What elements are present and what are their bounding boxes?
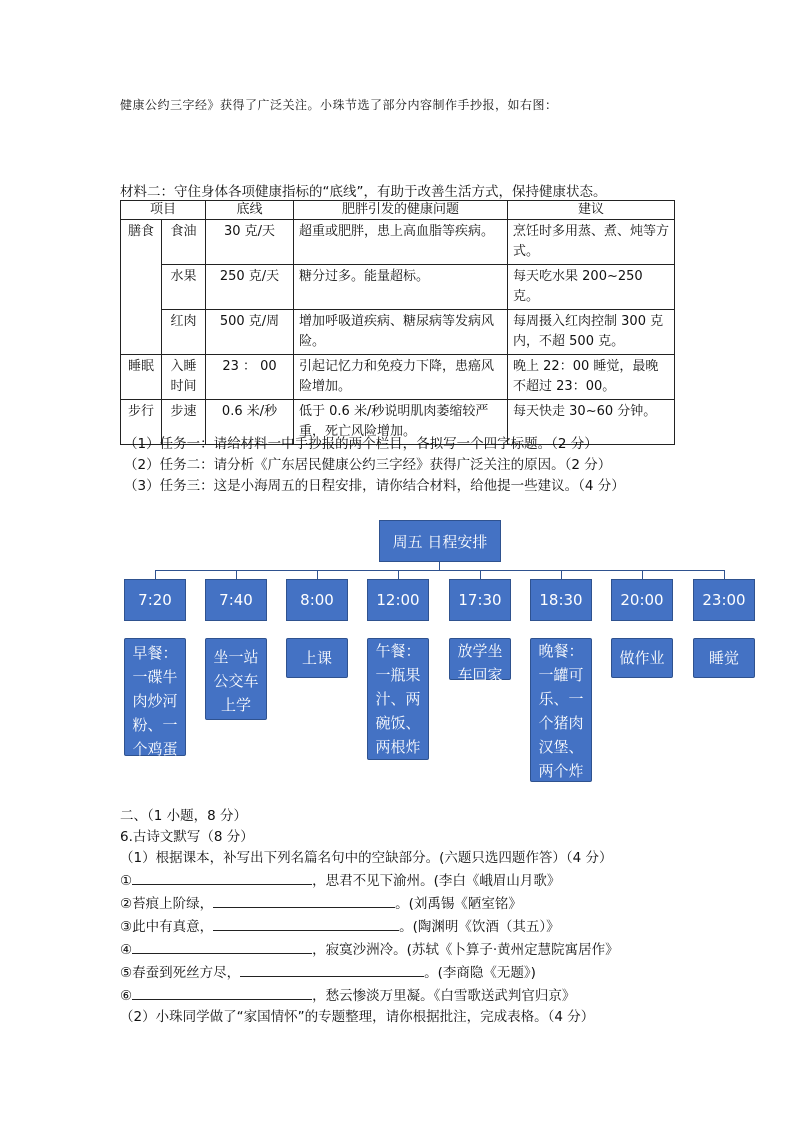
section-heading: 二、（1 小题，8 分） <box>120 808 248 824</box>
connector-drop <box>561 570 562 579</box>
connector-drop <box>724 570 725 579</box>
sub-question-two: （2）小珠同学做了“家国情怀”的专题整理，请你根据批注，完成表格。（4 分） <box>120 1009 595 1025</box>
activity-box: 坐一站公交车上学 <box>205 638 267 720</box>
health-table <box>120 200 675 445</box>
time-box: 7:20 <box>124 579 186 621</box>
connector-drop <box>317 570 318 579</box>
table-row <box>121 265 675 310</box>
blank-field[interactable] <box>132 984 312 1000</box>
schedule-title-box: 周五 日程安排 <box>379 520 501 562</box>
table-row <box>121 355 675 400</box>
table-row <box>121 310 675 355</box>
header-item: 项目 <box>121 201 206 220</box>
item-cell: 水果 <box>162 265 206 310</box>
header-advice: 建议 <box>508 201 675 220</box>
section-two <box>120 806 619 1028</box>
limit-cell: 23 ： 00 <box>206 355 294 400</box>
item-cell: 入睡时间 <box>162 355 206 400</box>
advice-cell: 晚上 22：00 睡觉，最晚不超过 23：00。 <box>508 355 675 400</box>
limit-cell: 250 克/天 <box>206 265 294 310</box>
blank-field[interactable] <box>132 869 312 885</box>
limit-cell: 30 克/天 <box>206 220 294 265</box>
activity-box: 午餐：一瓶果汁、两碗饭、两根炸排骨 <box>367 638 429 760</box>
header-limit: 底线 <box>206 201 294 220</box>
blank-field[interactable] <box>240 961 424 977</box>
item-cell: 红肉 <box>162 310 206 355</box>
limit-cell: 500 克/周 <box>206 310 294 355</box>
sub-question-one: （1）根据课本，补写出下列名篇名句中的空缺部分。(六题只选四题作答）（4 分） <box>120 850 613 866</box>
recite-line-3: ③此中有真意， 。(陶渊明《饮酒（其五）》 <box>120 915 619 938</box>
recite-line-4: ④ ，寂寞沙洲冷。(苏轼《卜算子·黄州定慧院寓居作》 <box>120 938 619 961</box>
limit-cell: 0.6 米/秒 <box>206 400 294 445</box>
category-walk: 步行 <box>121 400 162 445</box>
activity-box: 放学坐车回家 <box>449 638 511 680</box>
connector-drop <box>642 570 643 579</box>
blank-field[interactable] <box>213 915 399 931</box>
advice-cell: 每天快走 30~60 分钟。 <box>508 400 675 445</box>
time-box: 12:00 <box>367 579 429 621</box>
time-box: 8:00 <box>286 579 348 621</box>
advice-cell: 烹饪时多用蒸、煮、炖等方式。 <box>508 220 675 265</box>
item-cell: 步速 <box>162 400 206 445</box>
connector-drop <box>155 570 156 579</box>
problem-cell: 增加呼吸道疾病、糖尿病等发病风险。 <box>294 310 508 355</box>
question-six: 6.古诗文默写（8 分） <box>120 829 254 845</box>
connector-drop <box>398 570 399 579</box>
blank-field[interactable] <box>132 938 312 954</box>
recite-line-2: ②苔痕上阶绿， 。(刘禹锡《陋室铭》 <box>120 892 619 915</box>
recite-line-5: ⑤春蚕到死丝方尽， 。(李商隐《无题》) <box>120 961 619 984</box>
activity-box: 晚餐：一罐可乐、一个猪肉汉堡、两个炸鸡腿 <box>530 638 592 782</box>
table-header-row <box>121 201 675 220</box>
table-row <box>121 220 675 265</box>
recite-line-1: ① ，思君不见下渝州。(李白《峨眉山月歌》 <box>120 869 619 892</box>
item-cell: 食油 <box>162 220 206 265</box>
header-problem: 肥胖引发的健康问题 <box>294 201 508 220</box>
blank-field[interactable] <box>213 892 395 908</box>
task-list <box>124 434 625 497</box>
category-diet: 膳食 <box>121 220 162 355</box>
time-box: 17:30 <box>449 579 511 621</box>
category-sleep: 睡眠 <box>121 355 162 400</box>
problem-cell: 超重或肥胖，患上高血脂等疾病。 <box>294 220 508 265</box>
task-three: （3）任务三：这是小海周五的日程安排，请你结合材料，给他提一些建议。（4 分） <box>124 478 625 494</box>
material-two-heading: 材料二：守住身体各项健康指标的“底线”，有助于改善生活方式，保持健康状态。 <box>120 184 607 200</box>
problem-cell: 引起记忆力和免疫力下降，患癌风险增加。 <box>294 355 508 400</box>
time-box: 18:30 <box>530 579 592 621</box>
advice-cell: 每天吃水果 200~250 克。 <box>508 265 675 310</box>
connector-drop <box>236 570 237 579</box>
time-box: 23:00 <box>693 579 755 621</box>
problem-cell: 糖分过多。能量超标。 <box>294 265 508 310</box>
intro-text: 健康公约三字经》获得了广泛关注。小珠节选了部分内容制作手抄报，如右图： <box>120 98 558 112</box>
problem-cell: 低于 0.6 米/秒说明肌肉萎缩较严重，死亡风险增加。 <box>294 400 508 445</box>
activity-box: 上课 <box>286 638 348 678</box>
activity-box: 早餐：一碟牛肉炒河粉、一个鸡蛋 <box>124 638 186 756</box>
time-box: 7:40 <box>205 579 267 621</box>
connector-horizontal <box>155 570 725 571</box>
connector-drop <box>480 570 481 579</box>
task-one: （1）任务一：请给材料一中手抄报的两个栏目，各拟写一个四字标题。（2 分） <box>124 436 598 452</box>
advice-cell: 每周摄入红肉控制 300 克内，不超 500 克。 <box>508 310 675 355</box>
recite-line-6: ⑥ ，愁云惨淡万里凝。《白雪歌送武判官归京》 <box>120 984 619 1007</box>
task-two: （2）任务二：请分析《广东居民健康公约三字经》获得广泛关注的原因。（2 分） <box>124 457 612 473</box>
time-box: 20:00 <box>611 579 673 621</box>
activity-box: 睡觉 <box>693 638 755 678</box>
activity-box: 做作业 <box>611 638 673 678</box>
